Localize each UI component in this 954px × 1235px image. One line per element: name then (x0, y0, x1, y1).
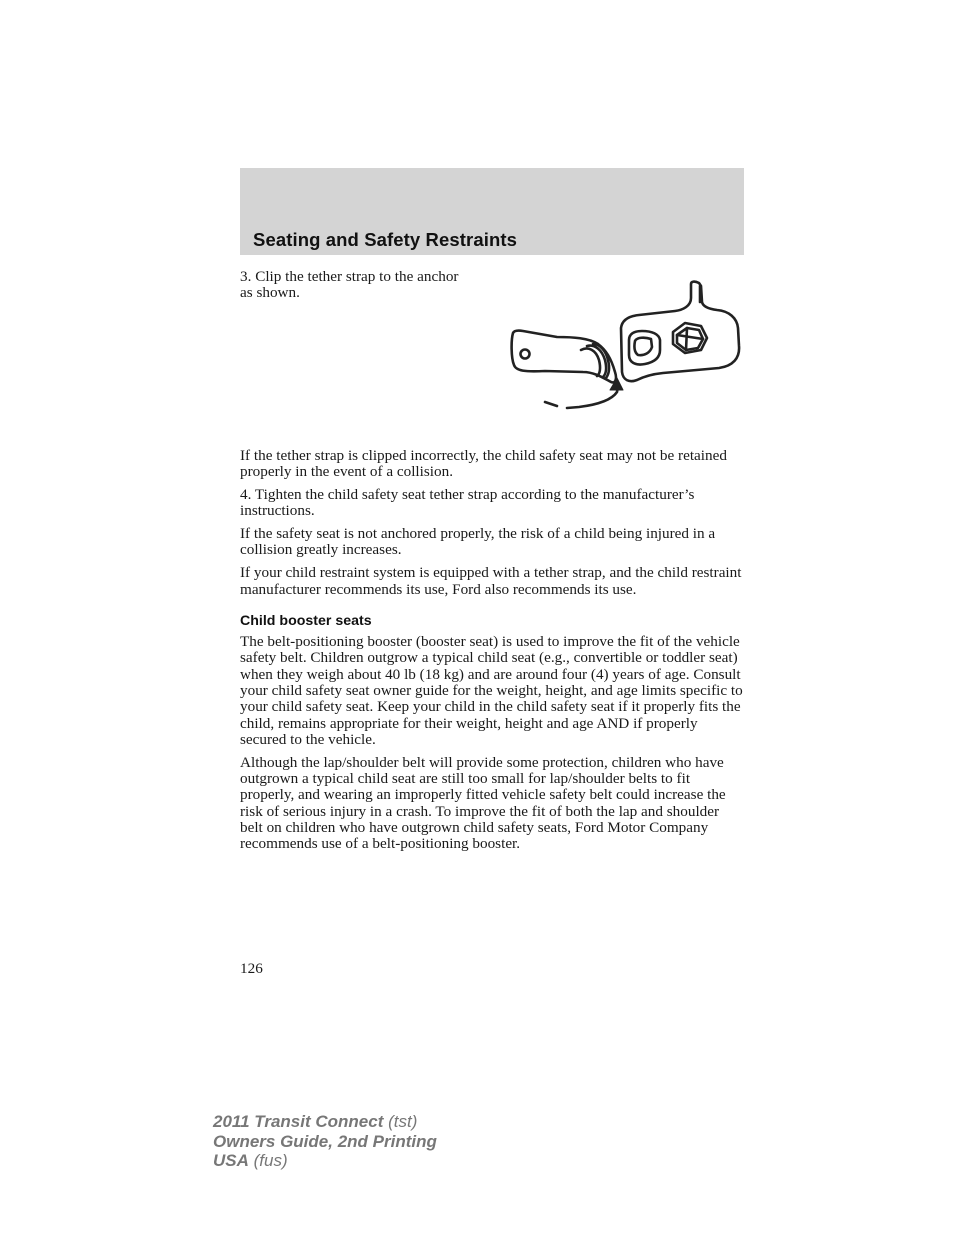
main-body-text (240, 448, 744, 859)
footer-line-1 (213, 1112, 437, 1132)
tether-clip-icon (505, 280, 745, 415)
footer-model-name: 2011 Transit Connect (213, 1112, 384, 1131)
lap-shoulder-belt-paragraph: Although the lap/shoulder belt will provide some protection, children who have outgrown a typical child seat are still too small for lap/shoulder belts to fit properly, and wearing an improperly fitted vehicle safety belt could increase the risk of serious injury in a crash. To improve the fit of both the lap and shoulder belt on children who have outgrown child safety seats, Ford Motor Company recommends use of a belt-positioning booster. (240, 753, 726, 853)
anchor-risk-paragraph: If the safety seat is not anchored properly, the risk of a child being injured in a collision greatly increases. (240, 525, 716, 559)
child-booster-seats-heading: Child booster seats (240, 612, 372, 629)
footer-guide-edition: Owners Guide, 2nd Printing (213, 1131, 437, 1151)
footer-model-code: (tst) (383, 1112, 418, 1131)
footer-line-2 (213, 1132, 437, 1152)
step-4-text: 4. Tighten the child safety seat tether strap according to the manufacturer’s instructions. (240, 486, 695, 520)
footer-line-3 (213, 1151, 437, 1171)
footer-market-code: (fus) (248, 1151, 288, 1170)
incorrect-clip-warning-paragraph: If the tether strap is clipped incorrectly, the child safety seat may not be retained properly in the event of a collision. (240, 447, 727, 481)
booster-seat-intro-paragraph: The belt-positioning booster (booster seat) is used to improve the fit of the vehicle safety belt. Children outgrow a typical child seat (e.g., convertible or toddler seat) when they weigh about 40 lb (18 kg) and are around four (4) years of age. Consult your child safety seat owner guide for the weight, height, and age limits specific to your child safety seat. Keep your child in the child safety seat if it properly fits the child, remains appropriate for their weight, height and age AND if properly secured to the vehicle. (240, 633, 743, 748)
document-footer (213, 1112, 437, 1171)
section-title: Seating and Safety Restraints (253, 229, 518, 250)
step-3-text: 3. Clip the tether strap to the anchor as shown. (240, 268, 459, 302)
footer-market: USA (213, 1151, 249, 1170)
page-number: 126 (240, 960, 263, 977)
tether-strap-clip-to-anchor-illustration (505, 280, 745, 415)
tether-recommendation-paragraph: If your child restraint system is equipped with a tether strap, and the child restraint manufacturer recommends its use, Ford also recommends its use. (240, 564, 742, 598)
section-header-band (240, 168, 744, 255)
